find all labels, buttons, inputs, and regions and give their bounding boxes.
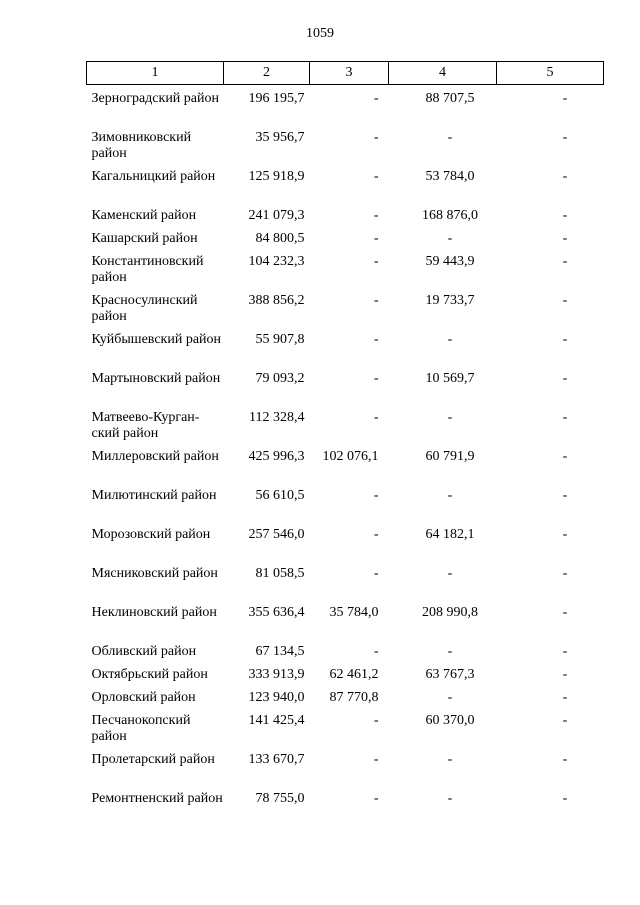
value-cell-col4: - [447,488,453,503]
value-cell-col4: - [447,791,453,806]
value-cell-col4: - [447,690,453,705]
district-name-cell: Красносулинский район [91,293,198,324]
table-row [87,566,604,605]
value-cell-col3: - [373,752,379,767]
value-cell-col5: - [562,605,568,620]
table-row [87,791,604,830]
value-cell-col5: - [562,371,568,386]
page-number: 1059 [306,26,334,41]
district-name-cell: Ремонтненский район [91,791,223,806]
value-cell-col3: 62 461,2 [329,667,379,682]
value-cell-col2: 133 670,7 [248,752,305,767]
district-name-cell: Зимовниковский район [91,130,192,161]
district-name-cell: Мартыновский район [91,371,221,386]
value-cell-col5: - [562,208,568,223]
value-cell-col5: - [562,488,568,503]
value-cell-col5: - [562,254,568,269]
table-row [87,169,604,208]
table-row [87,254,604,293]
value-cell-col5: - [562,169,568,184]
value-cell-col3: - [373,332,379,347]
value-cell-col2: 425 996,3 [248,449,305,464]
value-cell-col5: - [562,752,568,767]
district-name-cell: Кагальницкий район [91,169,216,184]
value-cell-col3: 102 076,1 [322,449,379,464]
value-cell-col2: 81 058,5 [255,566,305,581]
value-cell-col2: 112 328,4 [249,410,305,425]
value-cell-col4: 53 784,0 [425,169,475,184]
value-cell-col4: 60 370,0 [425,713,475,728]
district-name-cell: Обливский район [91,644,197,659]
value-cell-col2: 241 079,3 [248,208,305,223]
value-cell-col4: 10 569,7 [425,371,475,386]
table-row [87,713,604,752]
value-cell-col3: - [373,527,379,542]
header-row [87,62,604,85]
value-cell-col3: - [373,791,379,806]
header-cell-4: 4 [389,62,497,85]
value-cell-col4: 88 707,5 [425,91,475,106]
value-cell-col3: - [373,566,379,581]
district-name-cell: Октябрьский район [91,667,208,682]
value-cell-col2: 55 907,8 [255,332,305,347]
value-cell-col2: 84 800,5 [255,231,305,246]
header-cell-1: 1 [87,62,224,85]
value-cell-col4: - [447,410,453,425]
header-cell-2: 2 [224,62,310,85]
district-name-cell: Кашарский район [91,231,198,246]
value-cell-col3: - [373,231,379,246]
value-cell-col3: - [373,254,379,269]
district-name-cell: Неклиновский район [91,605,217,620]
value-cell-col5: - [562,566,568,581]
value-cell-col2: 79 093,2 [255,371,305,386]
table-row [87,130,604,169]
data-table [86,61,604,830]
table-body [87,85,604,831]
district-name-cell: Зерноградский район [91,91,219,106]
value-cell-col2: 104 232,3 [248,254,305,269]
table-row [87,527,604,566]
value-cell-col5: - [562,527,568,542]
district-name-cell: Орловский район [91,690,196,705]
value-cell-col3: - [373,371,379,386]
value-cell-col5: - [562,91,568,106]
value-cell-col2: 196 195,7 [248,91,305,106]
value-cell-col3: - [373,91,379,106]
value-cell-col4: 59 443,9 [425,254,475,269]
value-cell-col4: 208 990,8 [422,605,478,620]
value-cell-col2: 333 913,9 [248,667,305,682]
district-name-cell: Константиновский район [91,254,204,285]
table-row [87,488,604,527]
value-cell-col3: 35 784,0 [329,605,379,620]
value-cell-col5: - [562,130,568,145]
value-cell-col3: 87 770,8 [329,690,379,705]
value-cell-col2: 56 610,5 [255,488,305,503]
value-cell-col2: 257 546,0 [248,527,305,542]
value-cell-col4: - [447,231,453,246]
value-cell-col3: - [373,713,379,728]
table-row [87,293,604,332]
value-cell-col2: 35 956,7 [255,130,305,145]
value-cell-col2: 67 134,5 [255,644,305,659]
district-name-cell: Милютинский район [91,488,217,503]
table-row [87,690,604,713]
value-cell-col3: - [373,169,379,184]
value-cell-col3: - [373,488,379,503]
table-row [87,332,604,371]
district-name-cell: Песчанокопский район [91,713,191,744]
value-cell-col5: - [562,293,568,308]
value-cell-col3: - [373,130,379,145]
value-cell-col4: - [447,566,453,581]
value-cell-col5: - [562,644,568,659]
value-cell-col5: - [562,449,568,464]
value-cell-col4: 64 182,1 [425,527,475,542]
district-name-cell: Морозовский район [91,527,211,542]
district-name-cell: Матвеево-Курган-ский район [91,410,200,441]
value-cell-col5: - [562,791,568,806]
district-name-cell: Каменский район [91,208,197,223]
value-cell-col5: - [562,713,568,728]
district-name-cell: Пролетарский район [91,752,215,767]
value-cell-col2: 141 425,4 [248,713,305,728]
value-cell-col4: 19 733,7 [425,293,475,308]
value-cell-col2: 355 636,4 [248,605,305,620]
table-row [87,231,604,254]
table-row [87,449,604,488]
value-cell-col2: 388 856,2 [248,293,305,308]
value-cell-col3: - [373,644,379,659]
value-cell-col4: 60 791,9 [425,449,475,464]
district-name-cell: Куйбышевский район [91,332,222,347]
value-cell-col4: 63 767,3 [425,667,475,682]
table-row [87,667,604,690]
table-row [87,85,604,131]
value-cell-col3: - [373,410,379,425]
table-row [87,208,604,231]
value-cell-col3: - [373,208,379,223]
value-cell-col5: - [562,231,568,246]
value-cell-col4: - [447,752,453,767]
header-cell-5: 5 [497,62,604,85]
table-row [87,371,604,410]
table-row [87,752,604,791]
value-cell-col4: 168 876,0 [422,208,478,223]
value-cell-col4: - [447,332,453,347]
value-cell-col5: - [562,667,568,682]
value-cell-col2: 78 755,0 [255,791,305,806]
value-cell-col4: - [447,644,453,659]
table-row [87,644,604,667]
value-cell-col2: 123 940,0 [248,690,305,705]
value-cell-col2: 125 918,9 [248,169,305,184]
value-cell-col4: - [447,130,453,145]
value-cell-col5: - [562,410,568,425]
value-cell-col5: - [562,690,568,705]
table-row [87,410,604,449]
header-cell-3: 3 [310,62,389,85]
district-name-cell: Мясниковский район [91,566,218,581]
table-row [87,605,604,644]
district-name-cell: Миллеровский район [91,449,219,464]
value-cell-col5: - [562,332,568,347]
value-cell-col3: - [373,293,379,308]
